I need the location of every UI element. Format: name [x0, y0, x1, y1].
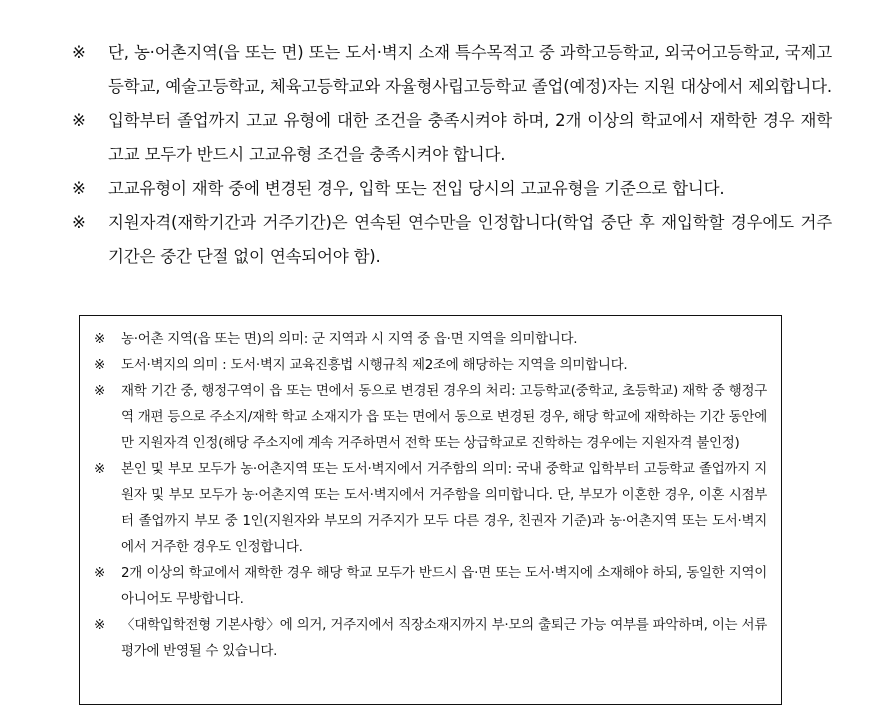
box-note-item — [90, 560, 767, 612]
reference-mark: ※ — [94, 461, 106, 477]
note-text: 고교유형이 재학 중에 변경된 경우, 입학 또는 전입 당시의 고교유형을 기준으로 합니다. — [108, 179, 725, 198]
reference-mark: ※ — [94, 357, 106, 373]
note-item — [70, 172, 832, 206]
box-note-text: 재학 기간 중, 행정구역이 읍 또는 면에서 동으로 변경된 경우의 처리: 고등학교(중학교, 초등학교) 재학 중 행정구역 개편 등으로 주소지/재학 학교 소재지가 읍 또는 면에서 동으로 변경된 경우, 해당 학교에 재학하는 기간 동안에만 지원자격 인정(해당 주소지에 계속 거주하면서 전학 또는 상급학교로 진학하는 경우에는 지원자격 불인정) — [121, 383, 767, 451]
box-note-text: 도서·벽지의 의미 : 도서·벽지 교육진흥법 시행규칙 제2조에 해당하는 지역을 의미합니다. — [121, 357, 628, 373]
note-text: 지원자격(재학기간과 거주기간)은 연속된 연수만을 인정합니다(학업 중단 후 재입학할 경우에도 거주기간은 중간 단절 없이 연속되어야 함). — [108, 213, 832, 266]
note-item — [70, 36, 832, 104]
reference-mark: ※ — [72, 43, 86, 62]
definitions-box — [79, 315, 782, 705]
reference-mark: ※ — [72, 213, 86, 232]
note-item — [70, 206, 832, 274]
box-note-item — [90, 352, 767, 378]
box-note-item — [90, 378, 767, 456]
box-note-item — [90, 456, 767, 560]
note-text: 입학부터 졸업까지 고교 유형에 대한 조건을 충족시켜야 하며, 2개 이상의 학교에서 재학한 경우 재학 고교 모두가 반드시 고교유형 조건을 충족시켜야 합니다. — [108, 111, 832, 164]
box-note-text: 〈대학입학전형 기본사항〉에 의거, 거주지에서 직장소재지까지 부·모의 출퇴근 가능 여부를 파악하며, 이는 서류평가에 반영될 수 있습니다. — [121, 617, 767, 659]
reference-mark: ※ — [94, 565, 106, 581]
box-note-item — [90, 612, 767, 664]
notes-list — [70, 36, 832, 274]
reference-mark: ※ — [72, 111, 86, 130]
reference-mark: ※ — [94, 617, 106, 633]
box-note-item — [90, 326, 767, 352]
box-note-text: 본인 및 부모 모두가 농·어촌지역 또는 도서·벽지에서 거주함의 의미: 국내 중학교 입학부터 고등학교 졸업까지 지원자 및 부모 모두가 농·어촌지역 또는 도서·벽지에서 거주함을 의미합니다. 단, 부모가 이혼한 경우, 이혼 시점부터 졸업까지 부모 중 1인(지원자와 부모의 거주지가 모두 다른 경우, 친권자 기준)과 농·어촌지역 또는 도서·벽지에서 거주한 경우도 인정합니다. — [121, 461, 767, 555]
note-item — [70, 104, 832, 172]
box-note-text: 농·어촌 지역(읍 또는 면)의 의미: 군 지역과 시 지역 중 읍·면 지역을 의미합니다. — [121, 331, 578, 347]
box-note-text: 2개 이상의 학교에서 재학한 경우 해당 학교 모두가 반드시 읍·면 또는 도서·벽지에 소재해야 하되, 동일한 지역이 아니어도 무방합니다. — [121, 565, 767, 607]
reference-mark: ※ — [94, 331, 106, 347]
reference-mark: ※ — [72, 179, 86, 198]
reference-mark: ※ — [94, 383, 106, 399]
note-text: 단, 농·어촌지역(읍 또는 면) 또는 도서·벽지 소재 특수목적고 중 과학고등학교, 외국어고등학교, 국제고등학교, 예술고등학교, 체육고등학교와 자율형사립고등학교 졸업(예정)자는 지원 대상에서 제외합니다. — [108, 43, 832, 96]
